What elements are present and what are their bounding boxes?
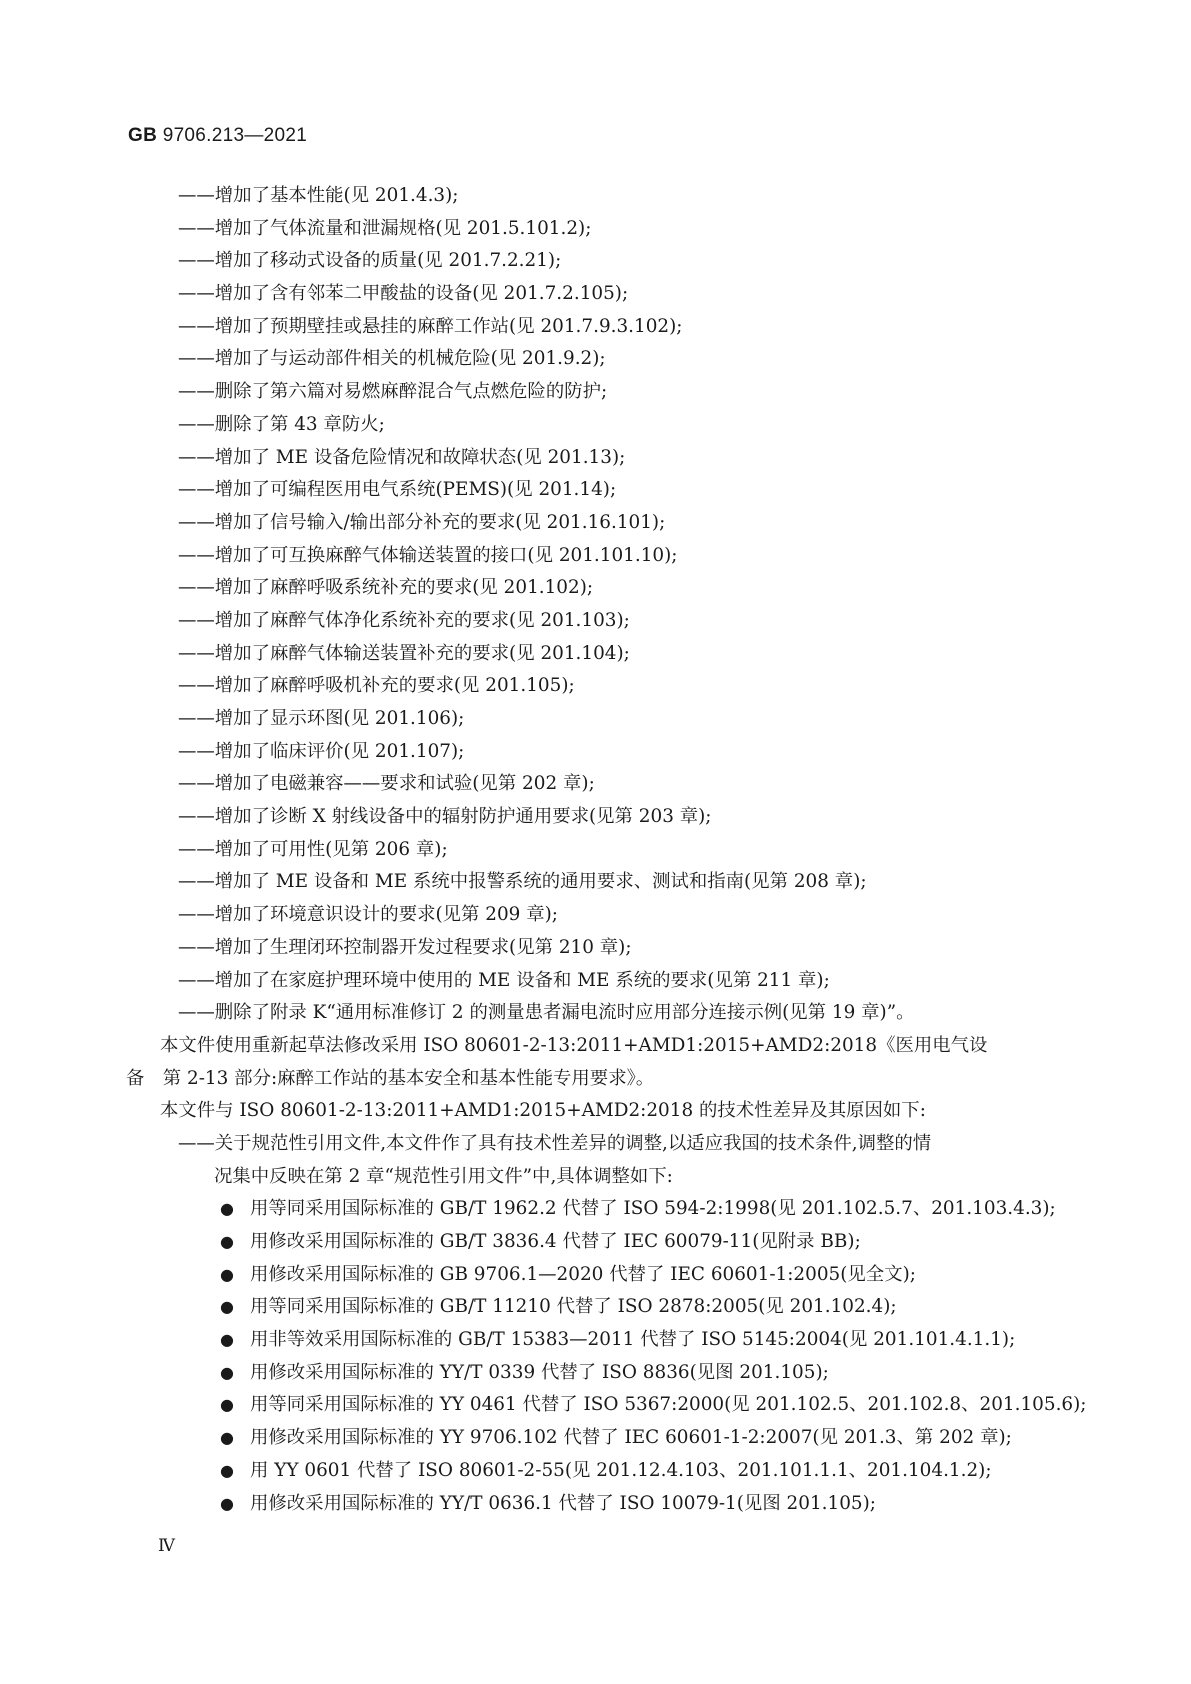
change-item: ——增加了基本性能(见 201.4.3);: [178, 185, 459, 206]
change-item: ——增加了预期壁挂或悬挂的麻醉工作站(见 201.7.9.3.102);: [178, 315, 683, 337]
replacement-text: 用等同采用国际标准的 GB/T 11210 代替了 ISO 2878:2005(见 201.102.4);: [250, 1296, 897, 1318]
bullet-icon: ●: [220, 1493, 234, 1513]
bullet-icon: ●: [220, 1264, 234, 1284]
replacement-item: [178, 1488, 1063, 1521]
normative-refs-paragraph: [178, 1128, 1063, 1193]
change-item: ——增加了麻醉呼吸系统补充的要求(见 201.102);: [178, 577, 594, 599]
bullet-icon: ●: [220, 1362, 234, 1382]
standard-prefix: GB: [128, 125, 158, 146]
change-item: ——增加了 ME 设备危险情况和故障状态(见 201.13);: [178, 446, 626, 468]
replacement-item: [178, 1291, 1063, 1324]
bullet-icon: ●: [220, 1199, 234, 1219]
bullet-icon: ●: [220, 1330, 234, 1350]
change-item: ——增加了麻醉气体输送装置补充的要求(见 201.104);: [178, 642, 630, 664]
bullet-icon: ●: [220, 1395, 234, 1415]
document-header: [128, 125, 307, 147]
change-item: ——增加了可编程医用电气系统(PEMS)(见 201.14);: [178, 479, 617, 501]
bullet-icon: ●: [220, 1232, 234, 1251]
change-item: ——增加了移动式设备的质量(见 201.7.2.21);: [178, 250, 562, 272]
replacement-text: 用等同采用国际标准的 GB/T 1962.2 代替了 ISO 594-2:1998(见 201.102.5.7、201.103.4.3);: [250, 1198, 1056, 1220]
change-item: ——增加了显示环图(见 201.106);: [178, 708, 465, 729]
replacement-text: 用修改采用国际标准的 GB 9706.1—2020 代替了 IEC 60601-1:2005(见全文);: [250, 1263, 916, 1285]
document-body: [126, 180, 1087, 1520]
replacement-item: [178, 1455, 1063, 1488]
replacement-item: [178, 1357, 1063, 1390]
replacement-item: [178, 1259, 1063, 1292]
change-item: ——增加了临床评价(见 201.107);: [178, 740, 465, 762]
replacement-item: [178, 1422, 1063, 1455]
change-item: ——增加了含有邻苯二甲酸盐的设备(见 201.7.2.105);: [178, 283, 629, 305]
replacement-item: [178, 1193, 1063, 1226]
change-item: ——增加了可互换麻醉气体输送装置的接口(见 201.101.10);: [178, 544, 678, 566]
change-item: ——增加了生理闭环控制器开发过程要求(见第 210 章);: [178, 936, 632, 958]
changes-list: [178, 180, 1063, 1030]
replacement-text: 用 YY 0601 代替了 ISO 80601-2-55(见 201.12.4.103、201.101.1.1、201.104.1.2);: [250, 1459, 992, 1481]
change-item: ——增加了环境意识设计的要求(见第 209 章);: [178, 904, 558, 926]
change-item: ——增加了诊断 X 射线设备中的辐射防护通用要求(见第 203 章);: [178, 806, 712, 828]
change-item: ——增加了麻醉呼吸机补充的要求(见 201.105);: [178, 675, 575, 697]
change-item: ——删除了附录 K“通用标准修订 2 的测量患者漏电流时应用部分连接示例(见第 19 章)”。: [178, 1002, 915, 1024]
change-item: ——增加了气体流量和泄漏规格(见 201.5.101.2);: [178, 217, 592, 239]
differences-intro: 本文件与 ISO 80601-2-13:2011+AMD1:2015+AMD2:2018 的技术性差异及其原因如下:: [160, 1100, 926, 1122]
replacement-text: 用修改采用国际标准的 YY 9706.102 代替了 IEC 60601-1-2:2007(见 201.3、第 202 章);: [250, 1427, 1012, 1449]
standard-code: 9706.213—2021: [162, 125, 308, 146]
normative-refs-line-2: 况集中反映在第 2 章“规范性引用文件”中,具体调整如下:: [214, 1165, 673, 1187]
replacement-text: 用修改采用国际标准的 YY/T 0339 代替了 ISO 8836(见图 201.105);: [250, 1361, 829, 1383]
replacement-text: 用等同采用国际标准的 YY 0461 代替了 ISO 5367:2000(见 201.102.5、201.102.8、201.105.6);: [250, 1394, 1087, 1416]
replacement-list: [178, 1193, 1087, 1520]
adoption-line-2: 备 第 2-13 部分:麻醉工作站的基本安全和基本性能专用要求》。: [126, 1067, 655, 1089]
adoption-line-1: 本文件使用重新起草法修改采用 ISO 80601-2-13:2011+AMD1:2015+AMD2:2018《医用电气设: [160, 1034, 988, 1056]
change-item: ——增加了信号输入/输出部分补充的要求(见 201.16.101);: [178, 511, 666, 533]
normative-refs-line-1: ——关于规范性引用文件,本文件作了具有技术性差异的调整,以适应我国的技术条件,调整的情: [178, 1132, 932, 1154]
bullet-icon: ●: [220, 1297, 234, 1317]
replacement-text: 用非等效采用国际标准的 GB/T 15383—2011 代替了 ISO 5145:2004(见 201.101.4.1.1);: [250, 1329, 1016, 1351]
change-item: ——增加了可用性(见第 206 章);: [178, 838, 448, 860]
adoption-paragraph: [126, 1030, 1063, 1095]
change-item: ——删除了第六篇对易燃麻醉混合气点燃危险的防护;: [178, 381, 608, 403]
change-item: ——增加了与运动部件相关的机械危险(见 201.9.2);: [178, 348, 606, 370]
replacement-text: 用修改采用国际标准的 GB/T 3836.4 代替了 IEC 60079-11(见附录 BB);: [250, 1231, 861, 1252]
page-number: Ⅳ: [158, 1536, 175, 1556]
bullet-icon: ●: [220, 1460, 234, 1480]
change-item: ——增加了 ME 设备和 ME 系统中报警系统的通用要求、测试和指南(见第 208 章);: [178, 871, 867, 893]
replacement-item: [178, 1226, 1063, 1259]
change-item: ——增加了在家庭护理环境中使用的 ME 设备和 ME 系统的要求(见第 211 章);: [178, 969, 830, 991]
bullet-icon: ●: [220, 1428, 234, 1448]
replacement-text: 用修改采用国际标准的 YY/T 0636.1 代替了 ISO 10079-1(见图 201.105);: [250, 1492, 876, 1514]
change-item: ——增加了麻醉气体净化系统补充的要求(见 201.103);: [178, 609, 630, 631]
replacement-item: [178, 1389, 1087, 1422]
replacement-item: [178, 1324, 1063, 1357]
change-item: ——增加了电磁兼容——要求和试验(见第 202 章);: [178, 773, 595, 795]
change-item: ——删除了第 43 章防火;: [178, 413, 385, 435]
